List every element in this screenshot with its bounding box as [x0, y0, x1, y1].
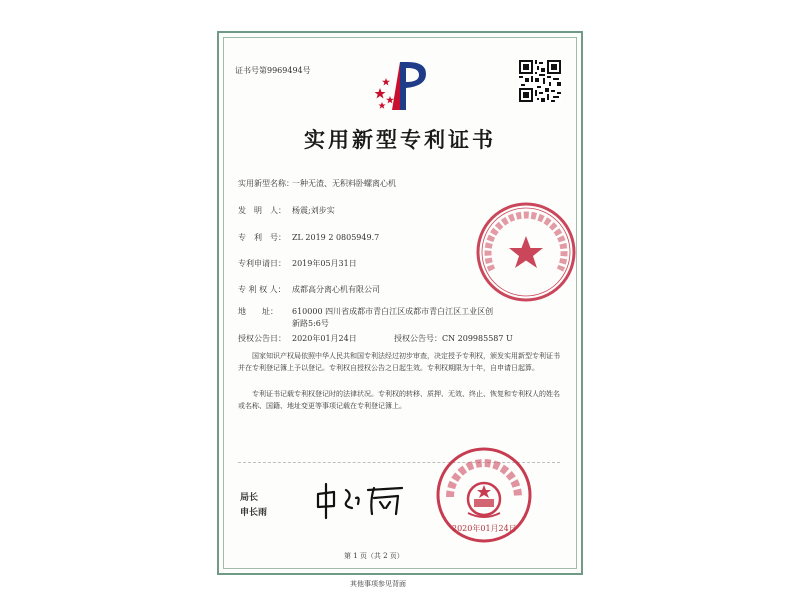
field-value: 成都高分离心机有限公司 — [292, 285, 380, 294]
field-label: 发 明 人： — [238, 206, 286, 215]
field-label: 地 址： — [238, 307, 278, 316]
certificate-number: 证书号第9969494号 — [235, 66, 311, 75]
field-value: 杨震;刘步实 — [292, 206, 335, 215]
field-value: 2020年01月24日 — [292, 334, 357, 343]
field-label: 专 利 号： — [238, 233, 286, 242]
field-label: 授权公告号： — [394, 334, 442, 343]
field-application-date — [238, 258, 357, 269]
qr-code-icon — [519, 60, 561, 102]
seal-date: 2020年01月24日 — [452, 524, 517, 533]
director-name: 申长雨 — [240, 508, 268, 518]
director-title: 局长 — [240, 493, 259, 503]
field-patent-number — [238, 232, 379, 243]
field-value: 2019年05月31日 — [292, 259, 357, 268]
grant-paragraph: 国家知识产权局依照中华人民共和国专利法经过初步审查，决定授予专利权，颁发实用新型专利证书并在专利登记簿上予以登记。专利权自授权公告之日起生效。专利权期限为十年，自申请日起算。 — [238, 352, 560, 372]
field-grant-number — [394, 333, 513, 344]
field-address-line2: 新路5:6号 — [292, 319, 329, 328]
field-inventor — [238, 205, 335, 216]
handwritten-signature — [312, 480, 408, 520]
field-value: 一种无渣、无积料卧螺离心机 — [292, 179, 396, 188]
legal-status-paragraph: 专利证书记载专利权登记时的法律状况。专利权的转移、质押、无效、终止、恢复和专利权人的姓名或名称、国籍、地址变更等事项记载在专利登记簿上。 — [238, 390, 560, 410]
field-label: 实用新型名称： — [238, 179, 294, 188]
page-number: 第 1 页（共 2 页） — [344, 552, 404, 560]
field-label: 授权公告日： — [238, 334, 286, 343]
field-patentee — [238, 284, 380, 295]
field-value: CN 209985587 U — [442, 334, 513, 343]
field-address — [238, 306, 493, 317]
field-value: ZL 2019 2 0805949.7 — [292, 233, 380, 242]
field-label: 专利申请日： — [238, 259, 286, 268]
field-label: 专 利 权 人： — [238, 285, 286, 294]
patent-office-logo-icon — [370, 58, 432, 114]
certificate-title: 实用新型专利证书 — [304, 127, 496, 152]
company-seal-icon — [474, 200, 578, 304]
field-value: 610000 四川省成都市青白江区成都市青白江区工业区创 — [292, 307, 494, 316]
field-utility-model-name — [238, 178, 396, 189]
field-grant-date — [238, 333, 357, 344]
bottom-note: 其他事项参见背面 — [350, 580, 406, 588]
